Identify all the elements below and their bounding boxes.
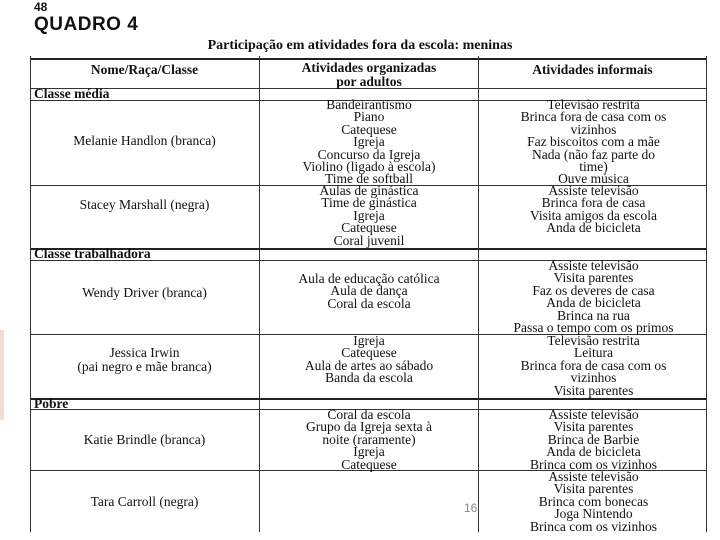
col-rule bbox=[259, 56, 260, 532]
section-header: Classe média bbox=[34, 86, 110, 101]
student-name: Stacey Marshall (negra) bbox=[79, 197, 210, 212]
section-header: Pobre bbox=[34, 396, 69, 411]
organized-activities: Bandeirantismo Piano Catequese Igreja Concurso da Igreja Violino (ligado à escola) Time de softball bbox=[302, 97, 436, 187]
column-header: Atividades informais bbox=[532, 62, 653, 77]
col-rule bbox=[478, 56, 479, 532]
organized-activities: Igreja Catequese Aula de artes ao sábado Banda da escola bbox=[304, 333, 434, 386]
student-name: Katie Brindle (branca) bbox=[83, 432, 206, 447]
section-header: Classe trabalhadora bbox=[34, 246, 151, 261]
student-name: Tara Carroll (negra) bbox=[90, 494, 199, 509]
organized-activities: Aula de educação católica Aula de dança Coral da escola bbox=[298, 271, 440, 311]
informal-activities: Assiste televisão Brinca fora de casa Visita amigos da escola Anda de bicicleta bbox=[529, 183, 658, 236]
informal-activities: Assiste televisão Visita parentes Brinca de Barbie Anda de bicicleta Brinca com os vizinhos bbox=[529, 407, 658, 472]
informal-activities: Televisão restrita Brinca fora de casa com os vizinhos Faz biscoitos com a mãe Nada (não faz parte do time) Ouve música bbox=[520, 97, 667, 187]
student-name: Wendy Driver (branca) bbox=[82, 285, 207, 300]
section-rule bbox=[30, 398, 707, 400]
informal-activities: Assiste televisão Visita parentes Faz os deveres de casa Anda de bicicleta Brinca na rua Passa o tempo com os primos bbox=[513, 258, 674, 336]
organized-activities: Coral da escola Grupo da Igreja sexta à noite (raramente) Igreja Catequese bbox=[306, 407, 432, 472]
page-number: 48 bbox=[34, 0, 48, 14]
column-header: Nome/Raça/Classe bbox=[90, 62, 199, 77]
table-title: Participação em atividades fora da escola: meninas bbox=[207, 38, 513, 53]
column-header: Atividades organizadas por adultos bbox=[301, 60, 437, 89]
slide-number: 16 bbox=[464, 501, 478, 515]
informal-activities: Assiste televisão Visita parentes Brinca com bonecas Joga Nintendo Brinca com os vizinhos bbox=[529, 469, 658, 534]
quadro-heading: QUADRO 4 bbox=[34, 14, 139, 35]
activities-table bbox=[30, 56, 707, 532]
informal-activities: Televisão restrita Leitura Brinca fora de casa com os vizinhos Visita parentes bbox=[520, 333, 667, 398]
student-name: Jessica Irwin (pai negro e mãe branca) bbox=[77, 345, 212, 374]
organized-activities: Aulas de ginástica Time de ginástica Igreja Catequese Coral juvenil bbox=[319, 183, 419, 248]
student-name: Melanie Handlon (branca) bbox=[73, 133, 216, 148]
left-edge-mark bbox=[0, 330, 4, 420]
